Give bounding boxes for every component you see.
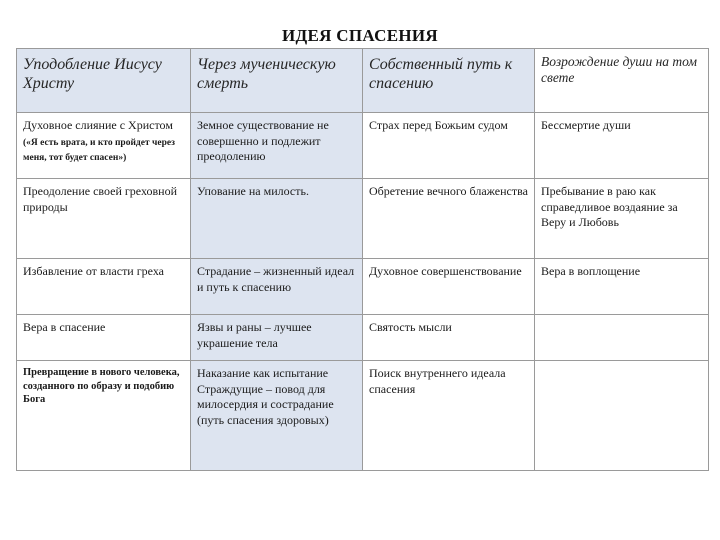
table-row xyxy=(17,259,709,315)
table-cell: Обретение вечного блаженства xyxy=(363,179,535,259)
table-row xyxy=(17,361,709,471)
table-header-row xyxy=(17,49,709,113)
header-cell: Возрождение души на том свете xyxy=(535,49,709,113)
table-cell: Бессмертие души xyxy=(535,113,709,179)
table-cell: Преодоление своей греховной природы xyxy=(17,179,191,259)
table-cell: Земное существование не совершенно и подлежит преодолению xyxy=(191,113,363,179)
salvation-table xyxy=(16,48,709,471)
table-cell: Язвы и раны – лучшее украшение тела xyxy=(191,315,363,361)
header-cell: Через мученическую смерть xyxy=(191,49,363,113)
table-cell: Вера в спасение xyxy=(17,315,191,361)
cell-text-line: Наказание как испытание xyxy=(197,366,329,380)
table-cell xyxy=(17,113,191,179)
table-cell: Поиск внутреннего идеала спасения xyxy=(363,361,535,471)
table-cell: Избавление от власти греха xyxy=(17,259,191,315)
table-row xyxy=(17,179,709,259)
table-cell: Упование на милость. xyxy=(191,179,363,259)
table-cell: Вера в воплощение xyxy=(535,259,709,315)
page-title: ИДЕЯ СПАСЕНИЯ xyxy=(282,26,438,45)
table-cell: Страдание – жизненный идеал и путь к спасению xyxy=(191,259,363,315)
table-cell: Превращение в нового человека, созданного по образу и подобию Бога xyxy=(17,361,191,471)
table-cell xyxy=(535,315,709,361)
cell-text-line: Страждущие – повод для милосердия и сострадание (путь спасения здоровых) xyxy=(197,381,334,427)
table-cell: Пребывание в раю как справедливое воздаяние за Веру и Любовь xyxy=(535,179,709,259)
table-cell: Святость мысли xyxy=(363,315,535,361)
header-cell: Собственный путь к спасению xyxy=(363,49,535,113)
table-cell: Страх перед Божьим судом xyxy=(363,113,535,179)
table-row xyxy=(17,315,709,361)
table-row xyxy=(17,113,709,179)
table-cell xyxy=(535,361,709,471)
cell-main-text: Духовное слияние с Христом xyxy=(23,118,173,132)
table-cell xyxy=(191,361,363,471)
header-cell: Уподобление Иисусу Христу xyxy=(17,49,191,113)
table-cell: Духовное совершенствование xyxy=(363,259,535,315)
cell-quote-text: («Я есть врата, и кто пройдет через меня, тот будет спасен») xyxy=(23,137,175,164)
